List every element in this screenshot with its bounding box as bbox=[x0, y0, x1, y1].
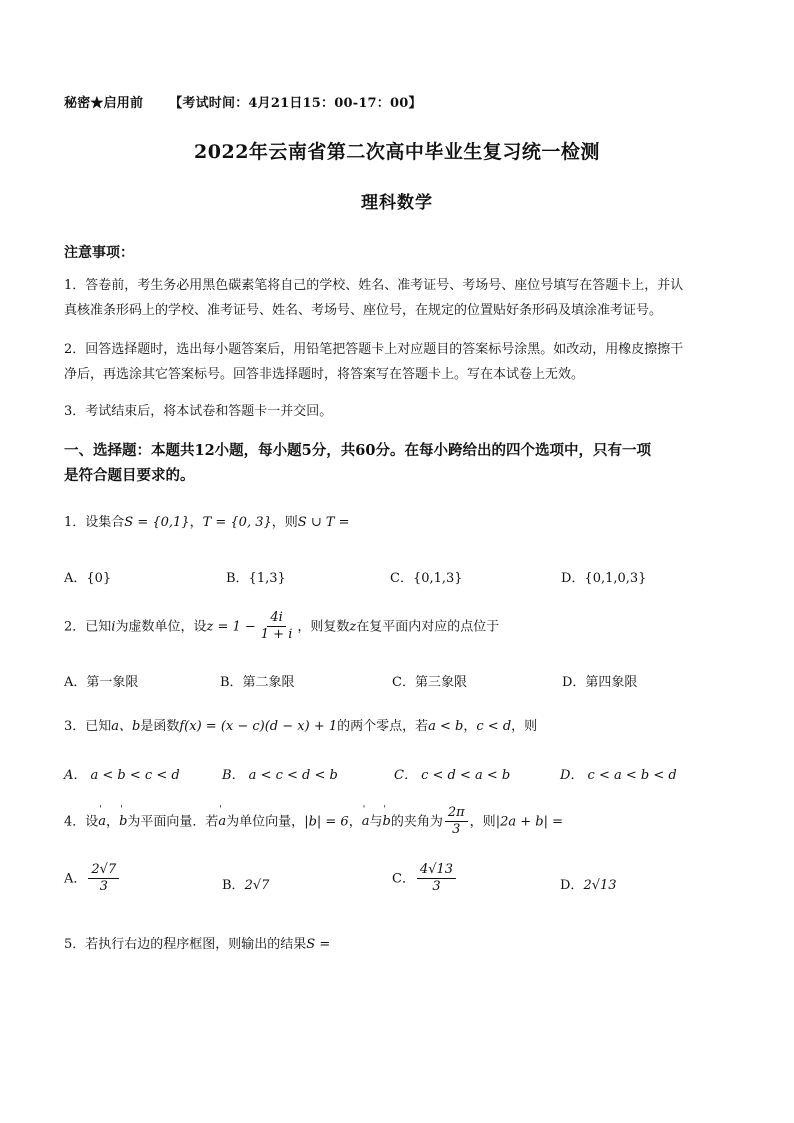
q2-z: z bbox=[349, 619, 357, 635]
q2-i: i bbox=[111, 619, 116, 635]
q4-option-c-den: 3 bbox=[432, 879, 441, 895]
section-heading bbox=[64, 438, 734, 488]
notice-heading: 注意事项： bbox=[64, 245, 134, 261]
q4-vec-a-2: ' a bbox=[218, 814, 226, 829]
q3-option-d: D． c < a < b < d bbox=[560, 768, 677, 783]
q4-vec-b-3: ' b bbox=[383, 814, 391, 829]
section-heading-line-2: 是符合题目要求的。 bbox=[64, 467, 195, 484]
notice-item-3 bbox=[64, 399, 732, 424]
q4-option-a-label: A． bbox=[64, 871, 87, 887]
q3-cond-2: c < d bbox=[476, 719, 512, 734]
q4-option-b-value: 2√7 bbox=[244, 878, 270, 893]
q1-option-c: C．{0,1,3} bbox=[390, 571, 463, 586]
q4-text-d: 与 bbox=[369, 814, 383, 830]
q2-option-c: C．第三象限 bbox=[392, 675, 467, 690]
q4-angle-den: 3 bbox=[452, 822, 461, 838]
q3-text-c: 的两个零点，若 bbox=[337, 719, 429, 734]
q3-option-a: A． a < b < c < d bbox=[64, 768, 180, 783]
q4-text-e: 的夹角为 bbox=[390, 814, 443, 830]
secret-label: 秘密★启用前 bbox=[64, 96, 144, 111]
q4-option-c-label: C． bbox=[392, 871, 415, 887]
q4-vec-a-3: ' a bbox=[362, 814, 370, 829]
exam-time: 【考试时间：4月21日15：00-17：00】 bbox=[169, 96, 422, 111]
q4-text-f: ，则 bbox=[469, 814, 496, 830]
q4-vec-b: ' b bbox=[119, 814, 127, 829]
q4-text-b: 为平面向量．若 bbox=[127, 814, 219, 830]
q2-option-d: D．第四象限 bbox=[562, 675, 638, 690]
q2-frac-den: 1 + i bbox=[260, 627, 293, 643]
q2-text-a: 2．已知 bbox=[64, 619, 112, 635]
q1-set-t: T = {0, 3} bbox=[202, 515, 272, 530]
q3-text-d: ，则 bbox=[511, 719, 538, 734]
page-title: 2022年云南省第二次高中毕业生复习统一检测 bbox=[194, 141, 600, 163]
q5-expr: S = bbox=[306, 937, 331, 952]
q3-sep: ， bbox=[463, 719, 477, 734]
q1-set-s: S = {0,1} bbox=[124, 515, 190, 530]
q1-sep: ， bbox=[189, 515, 203, 530]
q2-frac-num: 4i bbox=[267, 610, 285, 627]
q3-ab: a、b bbox=[111, 719, 141, 734]
q4-option-d bbox=[560, 874, 617, 893]
q2-z-eq: z = 1 − bbox=[206, 619, 256, 635]
header-line bbox=[64, 92, 422, 111]
q1-option-d: D．{0,1,0,3} bbox=[561, 571, 647, 586]
q4-option-a-num: 2√7 bbox=[88, 862, 119, 879]
question-3-stem bbox=[64, 715, 537, 734]
q4-sep-2: ， bbox=[348, 814, 362, 830]
q2-text-b: 为虚数单位，设 bbox=[115, 619, 207, 635]
notice-item-1-line-1: 1．答卷前，考生务必用黑色碳素笔将自己的学校、姓名、准考证号、考场号、座位号填写在答题卡上，并认 bbox=[64, 278, 684, 293]
q4-sep-1: ， bbox=[106, 814, 120, 830]
q5-text: 5．若执行右边的程序框图，则输出的结果 bbox=[64, 937, 307, 952]
q4-option-d-value: 2√13 bbox=[583, 878, 617, 893]
question-1-stem bbox=[64, 511, 350, 530]
q4-angle-num: 2π bbox=[445, 805, 468, 822]
question-4-stem bbox=[64, 805, 563, 839]
q4-norm-b: |b| = 6 bbox=[304, 814, 349, 830]
q3-option-c: C． c < d < a < b bbox=[394, 768, 511, 783]
q1-expr: S ∪ T = bbox=[297, 515, 350, 530]
q4-option-c bbox=[392, 862, 458, 896]
question-5-stem bbox=[64, 933, 330, 952]
notice-item-2-line-2: 净后，再选涂其它答案标号。回答非选择题时，将答案写在答题卡上。写在本试卷上无效。 bbox=[64, 367, 585, 382]
q1-text-b: ，则 bbox=[271, 515, 298, 530]
notice-item-2 bbox=[64, 337, 732, 387]
section-heading-line-1: 一、选择题：本题共12小题，每小题5分，共60分。在每小跨给出的四个选项中，只有一项 bbox=[64, 442, 651, 459]
q3-option-b: B． a < c < d < b bbox=[222, 768, 338, 783]
q4-option-a bbox=[64, 862, 121, 896]
q3-cond-1: a < b bbox=[428, 719, 464, 734]
q3-text-b: 是函数 bbox=[140, 719, 180, 734]
q2-text-d: 在复平面内对应的点位于 bbox=[356, 619, 500, 635]
notice-item-2-line-1: 2．回答选择题时，选出每小题答案后，用铅笔把答题卡上对应题目的答案标号涂黑。如改动，用橡皮擦擦干 bbox=[64, 342, 684, 357]
q3-func: f(x) = (x − c)(d − x) + 1 bbox=[179, 719, 338, 734]
q4-option-c-fraction bbox=[417, 862, 456, 896]
notice-item-1-line-2: 真核准条形码上的学校、准考证号、姓名、考场号、座位号，在规定的位置贴好条形码及填涂准考证号。 bbox=[64, 303, 663, 318]
q2-text-c: ，则复数 bbox=[297, 619, 350, 635]
q1-option-b: B．{1,3} bbox=[226, 571, 286, 586]
notice-item-3-line-1: 3．考试结束后，将本试卷和答题卡一并交回。 bbox=[64, 404, 333, 419]
q4-expr: |2a + b| = bbox=[495, 814, 563, 830]
q4-option-c-num: 4√13 bbox=[417, 862, 456, 879]
question-2-stem bbox=[64, 610, 499, 644]
q3-text-a: 3．已知 bbox=[64, 719, 112, 734]
q4-text-c: 为单位向量， bbox=[226, 814, 305, 830]
q2-option-b: B．第二象限 bbox=[220, 675, 295, 690]
q4-option-b-label: B． bbox=[222, 878, 245, 893]
subject-title: 理科数学 bbox=[361, 193, 433, 213]
q4-option-a-fraction bbox=[88, 862, 119, 896]
q2-option-a: A．第一象限 bbox=[64, 675, 139, 690]
q1-option-a: A．{0} bbox=[64, 571, 112, 586]
q4-text-a: 4．设 bbox=[64, 814, 99, 830]
q4-angle-fraction bbox=[445, 805, 468, 839]
q4-option-a-den: 3 bbox=[99, 879, 108, 895]
q2-fraction bbox=[258, 610, 296, 644]
q4-option-d-label: D． bbox=[560, 878, 584, 893]
notice-item-1 bbox=[64, 273, 732, 323]
q4-vec-a: ' a bbox=[98, 814, 106, 829]
q4-option-b bbox=[222, 874, 269, 893]
q1-text-a: 1．设集合 bbox=[64, 515, 125, 530]
